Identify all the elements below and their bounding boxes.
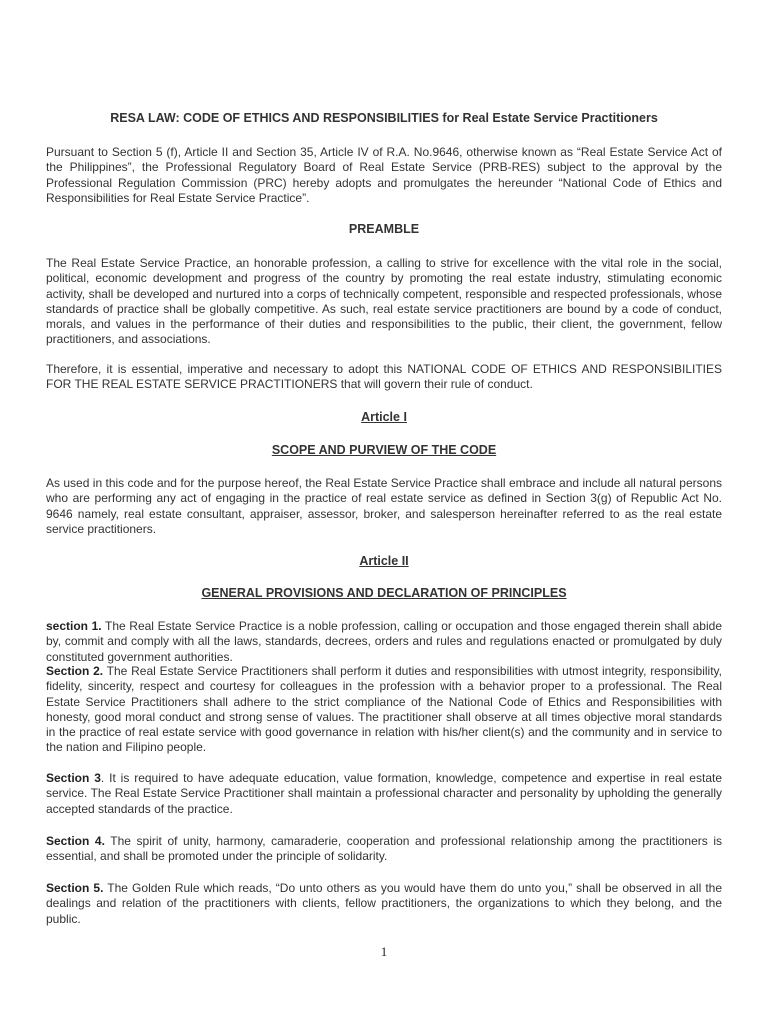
preamble-heading: PREAMBLE: [348, 222, 420, 236]
section-2-text: The Real Estate Service Practitioners shall perform it duties and responsibilities with utmost integrity, responsibility, fidelity, sincerity, respect and courtesy for colleagues in the profession with a behavior proper to a professional. The Real Estate Service Practitioners shall adhere to the strict compliance of the National Code of Ethics and Responsibilities with honesty, good moral conduct and strong sense of values. The practitioner shall observe at all times objective moral standards in the practice of real estate service with good governance in relation with his/her client(s) and the community and in service to the nation and Filipino people.: [46, 664, 722, 755]
section-1-label: section 1.: [46, 619, 102, 633]
section-1-paragraph: [46, 619, 722, 665]
article-1-paragraph: As used in this code and for the purpose hereof, the Real Estate Service Practice shall embrace and include all natural persons who are performing any act of engaging in the practice of real estate service as defined in Section 3(g) of Republic Act No. 9646 namely, real estate consultant, appraiser, assessor, broker, and salesperson hereinafter referred to as the real estate service practitioners.: [46, 476, 722, 536]
section-3-text: . It is required to have adequate education, value formation, knowledge, competence and expertise in real estate service. The Real Estate Service Practitioner shall maintain a professional character and personality by upholding the generally accepted standards of the practice.: [46, 771, 722, 816]
page-number: 1: [380, 944, 388, 959]
section-3-paragraph: [46, 771, 722, 817]
article-1-heading: Article I: [361, 410, 407, 424]
section-4-text: The spirit of unity, harmony, camaraderie, cooperation and professional relationship among the practitioners is essential, and shall be promoted under the principle of solidarity.: [46, 834, 722, 864]
section-4-paragraph: [46, 834, 722, 865]
intro-paragraph: Pursuant to Section 5 (f), Article II and Section 35, Article IV of R.A. No.9646, otherwise known as “Real Estate Service Act of the Philippines”, the Professional Regulatory Board of Real Estate Service (PRB-RES) subject to the approval by the Professional Regulation Commission (PRC) hereby adopts and promulgates the hereunder “National Code of Ethics and Responsibilities for Real Estate Service Practice”.: [46, 145, 722, 205]
section-2-label: Section 2.: [46, 664, 104, 678]
section-5-label: Section 5.: [46, 881, 104, 895]
section-2-paragraph: [46, 664, 722, 756]
preamble-paragraph-2: Therefore, it is essential, imperative and necessary to adopt this NATIONAL CODE OF ETHICS AND RESPONSIBILITIES FOR THE REAL ESTATE SERVICE PRACTITIONERS that will govern their rule of conduct.: [46, 362, 722, 392]
section-5-paragraph: [46, 881, 722, 927]
section-5-text: The Golden Rule which reads, “Do unto others as you would have them do unto you,” shall be observed in all the dealings and relation of the practitioners with clients, fellow practitioners, the organizations to which they belong, and the public.: [46, 881, 722, 926]
article-1-title: SCOPE AND PURVIEW OF THE CODE: [271, 443, 497, 457]
article-2-title: GENERAL PROVISIONS AND DECLARATION OF PRINCIPLES: [201, 586, 567, 600]
preamble-paragraph-1: The Real Estate Service Practice, an honorable profession, a calling to strive for excellence with the vital role in the social, political, economic development and progress of the country by promoting the real estate industry, stimulating economic activity, shall be developed and nurtured into a corps of technically competent, responsible and respected professionals, whose standards of practice shall be globally competitive. As such, real estate service practitioners are bound by a code of conduct, morals, and values in the performance of their duties and responsibilities to the public, their client, the government, fellow practitioners, and associations.: [46, 256, 722, 347]
section-4-label: Section 4.: [46, 834, 105, 848]
section-1-text: The Real Estate Service Practice is a noble profession, calling or occupation and those engaged therein shall abide by, commit and comply with all the laws, standards, decrees, orders and rules and regulations enacted or promulgated by duly constituted government authorities.: [46, 619, 722, 664]
article-2-heading: Article II: [359, 554, 409, 568]
document-title: RESA LAW: CODE OF ETHICS AND RESPONSIBILITIES for Real Estate Service Practitioners: [110, 111, 658, 125]
section-3-label: Section 3: [46, 771, 101, 785]
